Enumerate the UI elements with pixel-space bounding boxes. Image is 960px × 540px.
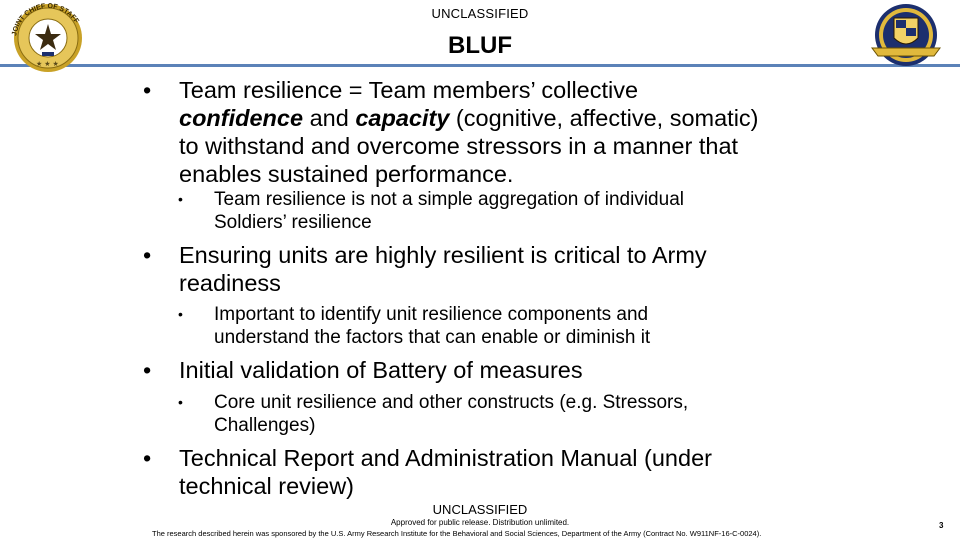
seal-lettering: JOINT CHIEF OF STAFF: [11, 2, 80, 37]
sub-bullet-mark: •: [178, 394, 183, 410]
sub-bullet-mark: •: [178, 191, 183, 207]
svg-text:★ ★ ★: ★ ★ ★: [36, 61, 59, 68]
sub-bullet-line: Core unit resilience and other constructs (e.g. Stressors,: [214, 392, 689, 413]
bullet-text: [179, 444, 712, 500]
bullet-line: enables sustained performance.: [179, 161, 514, 187]
text-fragment: (cognitive, affective, somatic): [449, 105, 759, 131]
bullet-mark: •: [143, 357, 152, 383]
classification-banner-bottom: UNCLASSIFIED: [432, 502, 528, 517]
bullet-line: Initial validation of Battery of measures: [179, 357, 583, 383]
sub-bullet-line: Soldiers’ resilience: [214, 212, 372, 233]
sub-bullet-mark: •: [178, 306, 183, 322]
sub-bullet-text: [214, 391, 688, 437]
sub-bullet-text: [214, 303, 650, 349]
emphasis-confidence: confidence: [179, 105, 304, 131]
bullet-mark: •: [143, 242, 152, 268]
sponsor-statement: The research described herein was sponsored by the U.S. Army Research Institute for the Behavioral and Social Sciences, Department of the Army (Contract No. W911NF-16-C-0024).: [152, 529, 762, 538]
sub-bullet-line: understand the factors that can enable or diminish it: [214, 327, 651, 348]
bullet-line: to withstand and overcome stressors in a manner that: [179, 133, 739, 159]
slide-title: BLUF: [448, 32, 512, 59]
bullet-mark: •: [143, 445, 152, 471]
sub-bullet-text: [214, 188, 684, 234]
bullet-line: readiness: [179, 270, 281, 296]
bullet-line: Ensuring units are highly resilient is critical to Army: [179, 242, 707, 268]
bullet-mark: •: [143, 77, 152, 103]
bullet-line: technical review): [179, 473, 355, 499]
bullet-line: Team resilience = Team members’ collective: [179, 77, 639, 103]
sub-bullet-line: Important to identify unit resilience components and: [214, 304, 649, 325]
sub-bullet-line: Team resilience is not a simple aggregation of individual: [214, 189, 684, 210]
release-statement: Approved for public release. Distribution unlimited.: [390, 518, 570, 527]
bullet-text: [179, 241, 707, 297]
text-fragment: and: [303, 105, 356, 131]
bullet-text: [179, 76, 759, 188]
bullet-line: Technical Report and Administration Manual (under: [179, 445, 712, 471]
page-number: 3: [939, 521, 944, 530]
bullet-line: [179, 104, 759, 132]
sub-bullet-line: Challenges): [214, 415, 316, 436]
classification-banner-top: UNCLASSIFIED: [431, 6, 529, 21]
emphasis-capacity: capacity: [355, 105, 450, 131]
bullet-text: [179, 356, 583, 384]
